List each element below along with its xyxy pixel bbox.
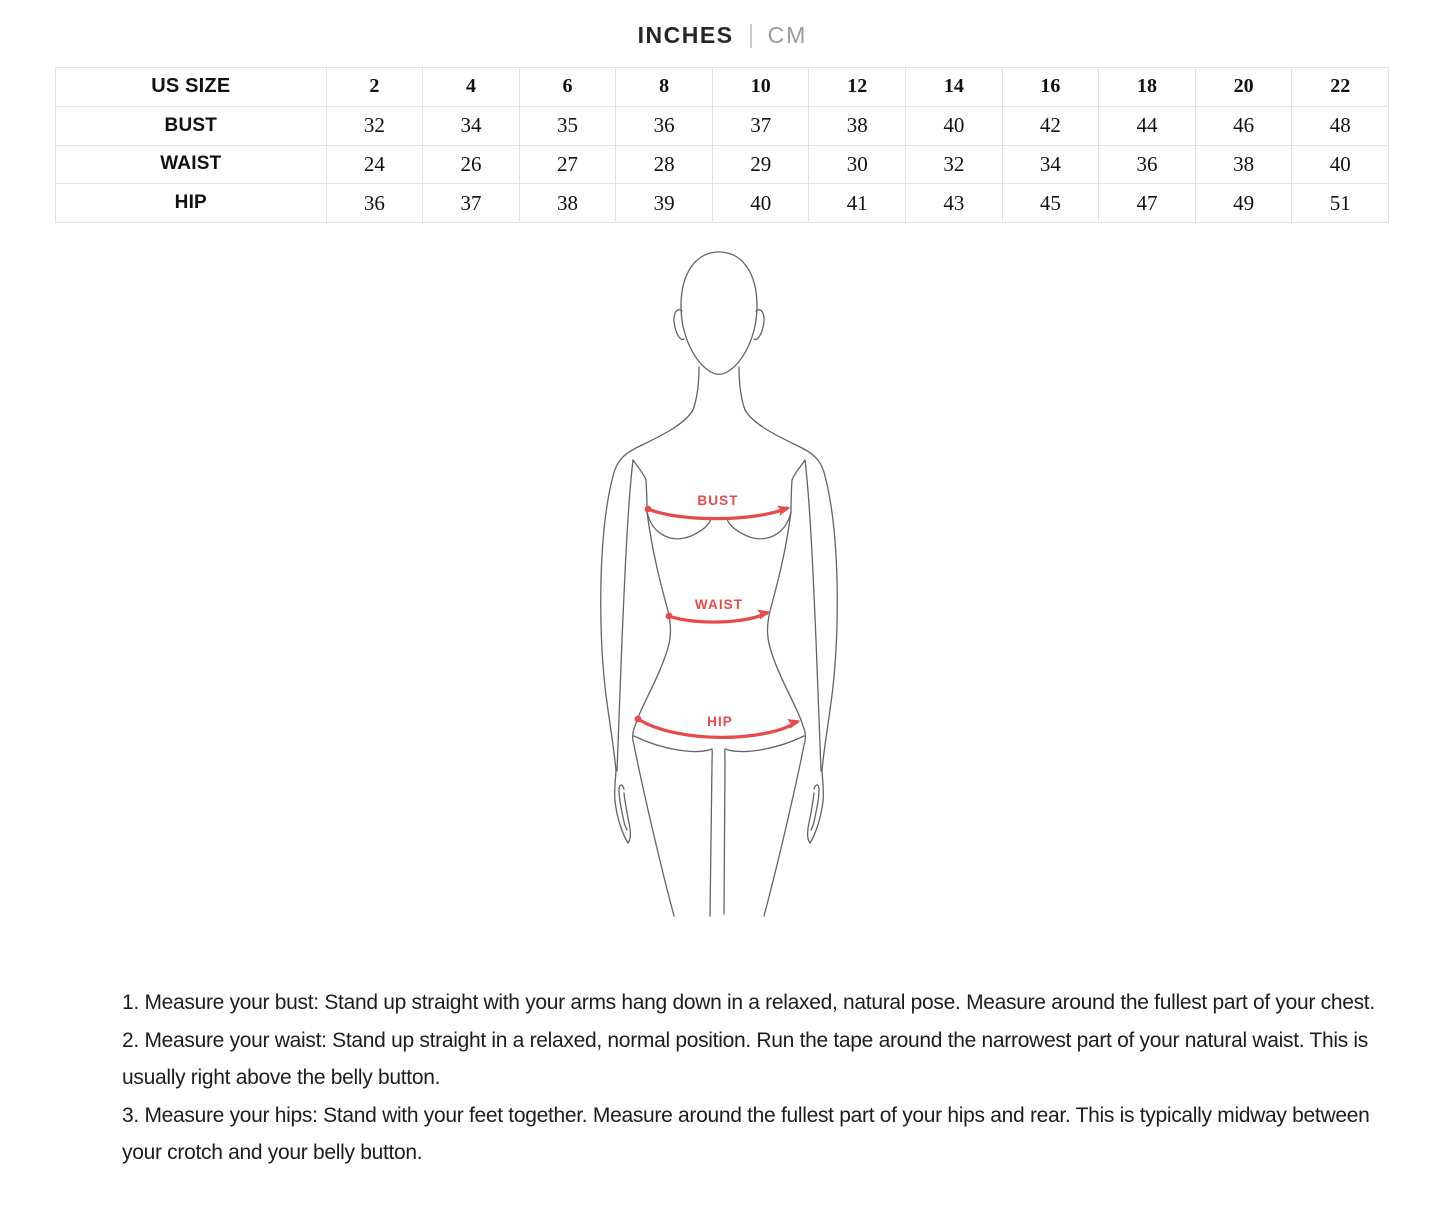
size-cell: 37 (712, 106, 809, 145)
unit-toggle-divider (750, 24, 752, 48)
right-hand (808, 771, 824, 843)
size-cell: 32 (906, 145, 1003, 184)
size-cell: 40 (712, 184, 809, 223)
size-cell: 27 (519, 145, 616, 184)
size-cell: 20 (1195, 68, 1292, 107)
right-arm-outer (739, 367, 837, 771)
size-cell: 16 (1002, 68, 1099, 107)
size-cell: 14 (906, 68, 1003, 107)
right-arm-inner (805, 460, 821, 771)
hip-arrow-start-dot (635, 716, 642, 723)
size-chart-table (55, 67, 1389, 223)
hip-label: HIP (707, 714, 733, 729)
size-cell: 40 (906, 106, 1003, 145)
size-cell: 48 (1292, 106, 1389, 145)
measurement-arrows (635, 493, 802, 737)
size-cell: 2 (326, 68, 423, 107)
size-cell: 46 (1195, 106, 1292, 145)
row-label: WAIST (56, 145, 327, 184)
instruction-item-3: 3. Measure your hips: Stand with your feet together. Measure around the fullest part of your hips and rear. This is typically midway between your crotch and your belly button. (122, 1103, 1370, 1164)
size-cell: 36 (616, 106, 713, 145)
size-cell: 34 (423, 106, 520, 145)
size-cell: 10 (712, 68, 809, 107)
size-cell: 35 (519, 106, 616, 145)
left-arm-inner (617, 460, 633, 771)
size-cell: 4 (423, 68, 520, 107)
size-cell: 6 (519, 68, 616, 107)
left-hip-curve (634, 736, 712, 916)
bust-label: BUST (697, 493, 739, 508)
size-cell: 24 (326, 145, 423, 184)
size-cell: 36 (1099, 145, 1196, 184)
bust-arrowhead (777, 503, 792, 516)
measuring-instructions (122, 984, 1394, 1172)
size-cell: 42 (1002, 106, 1099, 145)
waist-arrow (669, 613, 767, 622)
size-cell: 37 (423, 184, 520, 223)
size-cell: 43 (906, 184, 1003, 223)
table-row (56, 145, 1389, 184)
size-cell: 36 (326, 184, 423, 223)
size-cell: 28 (616, 145, 713, 184)
size-cell: 12 (809, 68, 906, 107)
instruction-item-1: 1. Measure your bust: Stand up straight with your arms hang down in a relaxed, natural pose. Measure around the fullest part of your chest. (122, 991, 1375, 1014)
size-cell: 45 (1002, 184, 1099, 223)
head-outline (681, 252, 757, 374)
size-cell: 47 (1099, 184, 1196, 223)
left-torso-side (633, 460, 674, 916)
row-label: US SIZE (56, 68, 327, 107)
instruction-item-2: 2. Measure your waist: Stand up straight in a relaxed, normal position. Run the tape around the narrowest part of your natural waist. This is usually right above the belly button. (122, 1028, 1368, 1089)
size-cell: 8 (616, 68, 713, 107)
size-cell: 38 (809, 106, 906, 145)
size-cell: 51 (1292, 184, 1389, 223)
waist-arrow-start-dot (666, 613, 673, 620)
row-label: BUST (56, 106, 327, 145)
unit-option-cm[interactable]: CM (767, 22, 808, 48)
row-label: HIP (56, 184, 327, 223)
size-cell: 18 (1099, 68, 1196, 107)
size-cell: 41 (809, 184, 906, 223)
size-cell: 30 (809, 145, 906, 184)
table-row (56, 68, 1389, 107)
right-hip-curve (724, 736, 804, 914)
table-row (56, 184, 1389, 223)
size-cell: 32 (326, 106, 423, 145)
size-cell: 22 (1292, 68, 1389, 107)
size-cell: 40 (1292, 145, 1389, 184)
body-outline-drawing (601, 252, 837, 916)
unit-toggle (0, 22, 1445, 49)
right-torso-side (764, 460, 805, 916)
size-table-body (56, 68, 1389, 223)
table-row (56, 106, 1389, 145)
size-cell: 44 (1099, 106, 1196, 145)
size-cell: 39 (616, 184, 713, 223)
body-measurement-figure (578, 240, 868, 940)
bust-arrow-start-dot (645, 506, 652, 513)
size-cell: 34 (1002, 145, 1099, 184)
left-hand (615, 771, 631, 843)
size-cell: 38 (519, 184, 616, 223)
size-cell: 49 (1195, 184, 1292, 223)
size-cell: 26 (423, 145, 520, 184)
bust-arrow (648, 508, 787, 519)
waist-label: WAIST (694, 597, 744, 612)
unit-option-inches[interactable]: INCHES (637, 22, 734, 48)
size-cell: 38 (1195, 145, 1292, 184)
size-cell: 29 (712, 145, 809, 184)
left-arm-outer (601, 367, 699, 771)
